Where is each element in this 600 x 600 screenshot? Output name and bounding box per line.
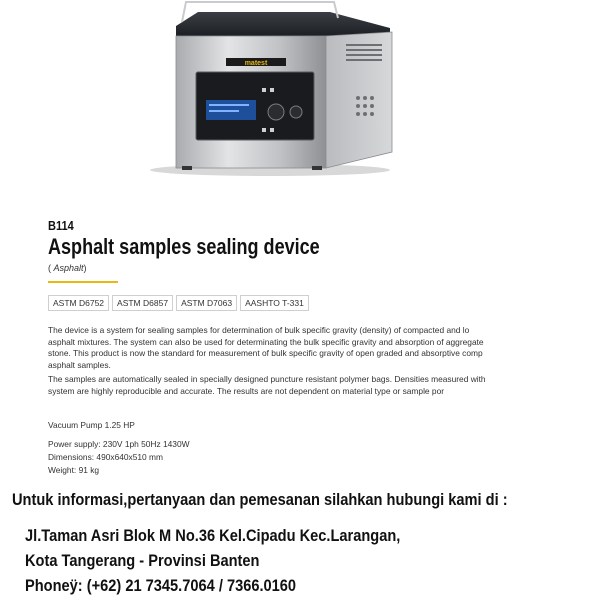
product-code: B114 [48, 218, 74, 233]
category-close: ) [83, 263, 87, 273]
contact-phone[interactable]: Phoneÿ: (+62) 21 7345.7064 / 7366.0160 [25, 576, 297, 595]
technical-specs [48, 438, 190, 477]
product-category [48, 263, 87, 273]
contact-address-line1: Jl.Taman Asri Blok M No.36 Kel.Cipadu Kec.Larangan, [25, 526, 401, 545]
category-link[interactable]: Asphalt [53, 263, 84, 273]
description-line: asphalt mixtures. The system can also be used for determinating the bulk specific gravity and absorption of aggregate [48, 336, 484, 347]
standard-tag[interactable]: AASHTO T-331 [240, 295, 309, 311]
description-line: asphalt samples. [48, 359, 111, 370]
pump-spec: Vacuum Pump 1.25 HP [48, 420, 135, 430]
standards-tags [48, 295, 309, 311]
vacuum-sealer-illustration [0, 0, 600, 200]
description-line: system are highly reproducible and accurate. The results are not dependent on material type or sample por [48, 385, 445, 396]
brand-logo-text: matest [244, 60, 268, 67]
standard-tag[interactable]: ASTM D6752 [48, 295, 109, 311]
description-line: stone. This product is now the standard for measurement of bulk specific gravity of open graded and absorptive comp [48, 348, 483, 359]
product-image [0, 0, 600, 200]
standard-tag[interactable]: ASTM D6857 [112, 295, 173, 311]
contact-heading: Untuk informasi,pertanyaan dan pemesanan silahkan hubungi kami di : [12, 490, 508, 509]
description-line: The samples are automatically sealed in specially designed puncture resistant polymer bags. Densities measured with [48, 374, 486, 385]
title-underline [48, 281, 118, 283]
contact-address-line2: Kota Tangerang - Provinsi Banten [25, 551, 260, 570]
dimensions-spec: Dimensions: 490x640x510 mm [48, 452, 163, 462]
product-title: Asphalt samples sealing device [48, 234, 320, 259]
description-line: The device is a system for sealing samples for determination of bulk specific gravity (density) of compacted and lo [48, 325, 470, 335]
category-open: ( [48, 263, 54, 273]
power-supply-spec: Power supply: 230V 1ph 50Hz 1430W [48, 439, 190, 449]
product-description [48, 325, 548, 398]
weight-spec: Weight: 91 kg [48, 465, 100, 475]
standard-tag[interactable]: ASTM D7063 [176, 295, 237, 311]
